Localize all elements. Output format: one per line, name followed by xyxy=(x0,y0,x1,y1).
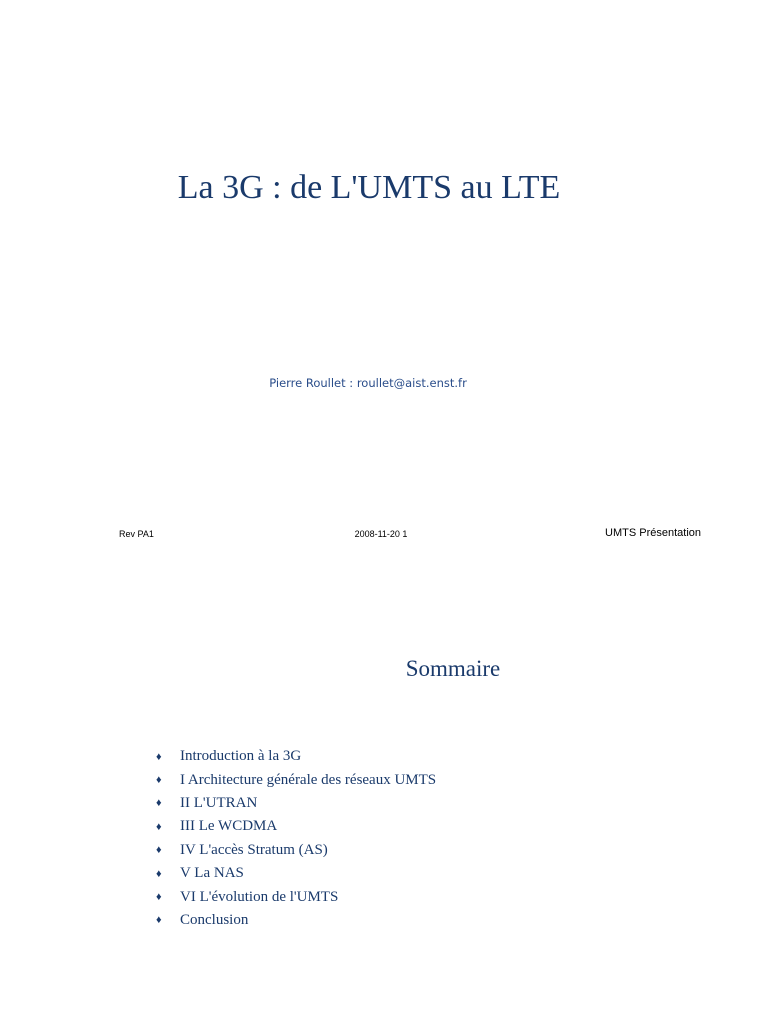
diamond-bullet-icon: ♦ xyxy=(156,867,162,880)
footer-date: 2008-11-20 1 xyxy=(354,529,408,539)
diamond-bullet-icon: ♦ xyxy=(156,914,162,927)
diamond-bullet-icon: ♦ xyxy=(156,774,162,787)
list-item-label: VI L'évolution de l'UMTS xyxy=(180,888,339,905)
list-item xyxy=(150,745,436,768)
list-item-label: Conclusion xyxy=(180,911,249,928)
diamond-bullet-icon: ♦ xyxy=(156,844,162,857)
list-item xyxy=(150,839,436,862)
list-item-label: II L'UTRAN xyxy=(180,794,258,811)
sommaire-title: Sommaire xyxy=(405,656,501,681)
list-item xyxy=(150,792,436,815)
diamond-bullet-icon: ♦ xyxy=(156,820,162,833)
list-item xyxy=(150,815,436,838)
list-item-label: V La NAS xyxy=(180,865,244,882)
list-item xyxy=(150,768,436,791)
list-item xyxy=(150,885,436,908)
list-item-label: I Architecture générale des réseaux UMTS xyxy=(180,771,437,788)
footer-revision: Rev PA1 xyxy=(119,529,154,539)
list-item-label: IV L'accès Stratum (AS) xyxy=(180,841,328,858)
slide-title: La 3G : de L'UMTS au LTE xyxy=(177,169,561,206)
footer-presentation-name: UMTS Présentation xyxy=(605,527,701,539)
list-item-label: III Le WCDMA xyxy=(180,818,278,835)
list-item-label: Introduction à la 3G xyxy=(180,748,302,765)
author-line: Pierre Roullet : roullet@aist.enst.fr xyxy=(269,376,467,390)
list-item xyxy=(150,909,436,932)
table-of-contents xyxy=(150,745,436,932)
list-item xyxy=(150,862,436,885)
diamond-bullet-icon: ♦ xyxy=(156,891,162,904)
diamond-bullet-icon: ♦ xyxy=(156,750,162,763)
diamond-bullet-icon: ♦ xyxy=(156,797,162,810)
